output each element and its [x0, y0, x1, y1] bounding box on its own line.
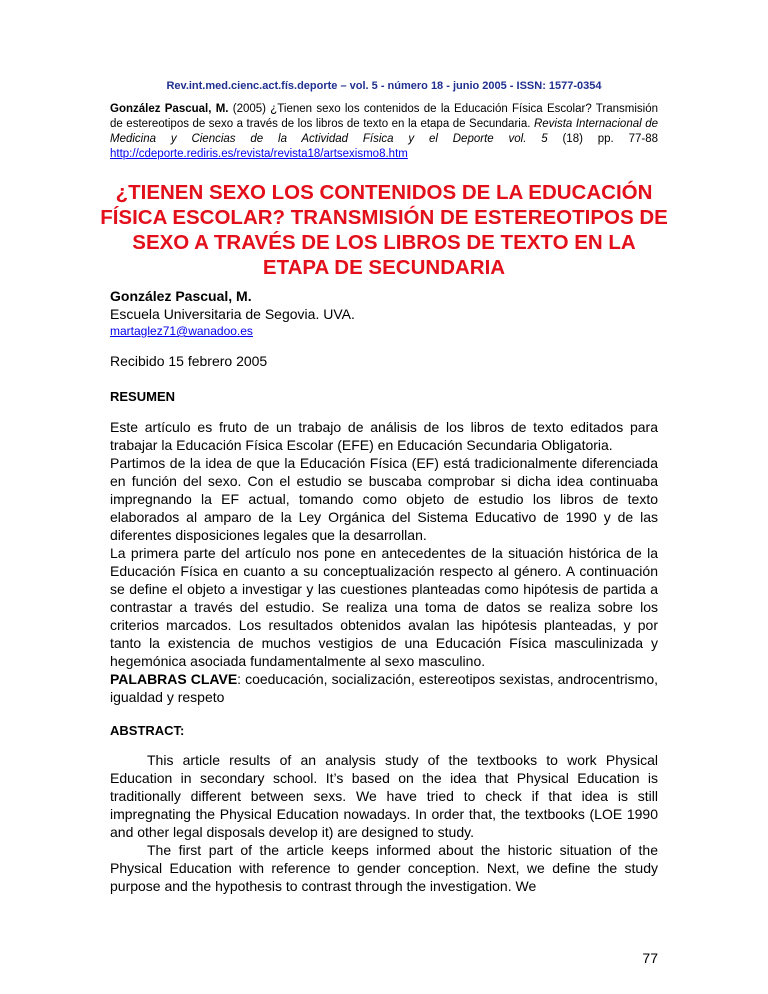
citation-author: González Pascual, M. — [110, 103, 229, 115]
citation-url-link[interactable]: http://cdeporte.rediris.es/revista/revista18/artsexismo8.htm — [110, 148, 408, 160]
journal-header — [0, 80, 768, 92]
keywords — [110, 670, 658, 706]
received-date: Recibido 15 febrero 2005 — [110, 353, 268, 369]
abstract-paragraph: The first part of the article keeps informed about the historic situation of the Physical Education with reference to gender conception. Next, we define the study purpose and the hypothesis to contrast through the investigation. We — [110, 842, 658, 894]
citation-pages: (18) pp. 77-88 — [547, 133, 659, 145]
journal-link[interactable]: Rev.int.med.cienc.act.fís.deporte — [166, 80, 338, 92]
resumen-heading: RESUMEN — [110, 389, 176, 404]
author-affiliation: Escuela Universitaria de Segovia. UVA. — [110, 306, 355, 322]
resumen-paragraph: La primera parte del artículo nos pone en antecedentes de la situación histórica de la Educación Física en cuanto a su conceptualización respecto al género. A continuación se define el objeto a investigar y las cuestiones planteadas como hipótesis de partida a contrastar a través del estudio. Se realiza una toma de datos se realiza sobre los criterios marcados. Los resultados obtenidos avalan las hipótesis planteadas, y por tanto la existencia de muchos vestigios de una Educación Física masculinizada y hegemónica asociada fundamentalmente al sexo masculino. — [110, 545, 658, 669]
journal-issue-info: – vol. 5 - número 18 - junio 2005 - ISSN: 1577-0354 — [337, 80, 602, 92]
keywords-text: : coeducación, socialización, estereotipos sexistas, androcentrismo, igualdad y respeto — [110, 671, 658, 705]
abstract-heading: ABSTRACT: — [110, 723, 185, 738]
citation-journal: Revista Internacional de Medicina y Ciencias de la Actividad Física y el Deporte vol. 5 — [110, 118, 658, 145]
abstract-body — [110, 751, 658, 895]
resumen-paragraph: Este artículo es fruto de un trabajo de análisis de los libros de texto editados para trabajar la Educación Física Escolar (EFE) en Educación Secundaria Obligatoria. — [110, 419, 658, 453]
citation — [110, 102, 658, 162]
citation-title: (2005) ¿Tienen sexo los contenidos de la Educación Física Escolar? Transmisión de estereotipos de sexo a través de los libros de texto en la etapa de Secundaria. — [110, 103, 658, 130]
abstract-paragraph: This article results of an analysis study of the textbooks to work Physical Education in secondary school. It’s based on the idea that Physical Education is traditionally different between sexs. We have tried to check if that idea is still impregnating the Physical Education nowadays. In order that, the textbooks (LOE 1990 and other legal disposals develop it) are designed to study. — [110, 752, 658, 840]
author-name: González Pascual, M. — [110, 288, 252, 304]
page-number: 77 — [642, 950, 658, 966]
resumen-body — [110, 418, 658, 670]
article-title: ¿TIENEN SEXO LOS CONTENIDOS DE LA EDUCACIÓN FÍSICA ESCOLAR? TRANSMISIÓN DE ESTEREOTIPOS DE SEXO A TRAVÉS DE LOS LIBROS DE TEXTO EN LA ETAPA DE SECUNDARIA — [100, 181, 668, 279]
author-email-link[interactable]: martaglez71@wanadoo.es — [110, 324, 253, 338]
keywords-label: PALABRAS CLAVE — [110, 671, 238, 687]
resumen-paragraph: Partimos de la idea de que la Educación Física (EF) está tradicionalmente diferenciada en función del sexo. Con el estudio se buscaba comprobar si dicha idea continuaba impregnando la EF actual, tomando como objeto de estudio los libros de texto elaborados al amparo de la Ley Orgánica del Sistema Educativo de 1990 y de las diferentes disposiciones legales que la desarrollan. — [110, 455, 658, 543]
